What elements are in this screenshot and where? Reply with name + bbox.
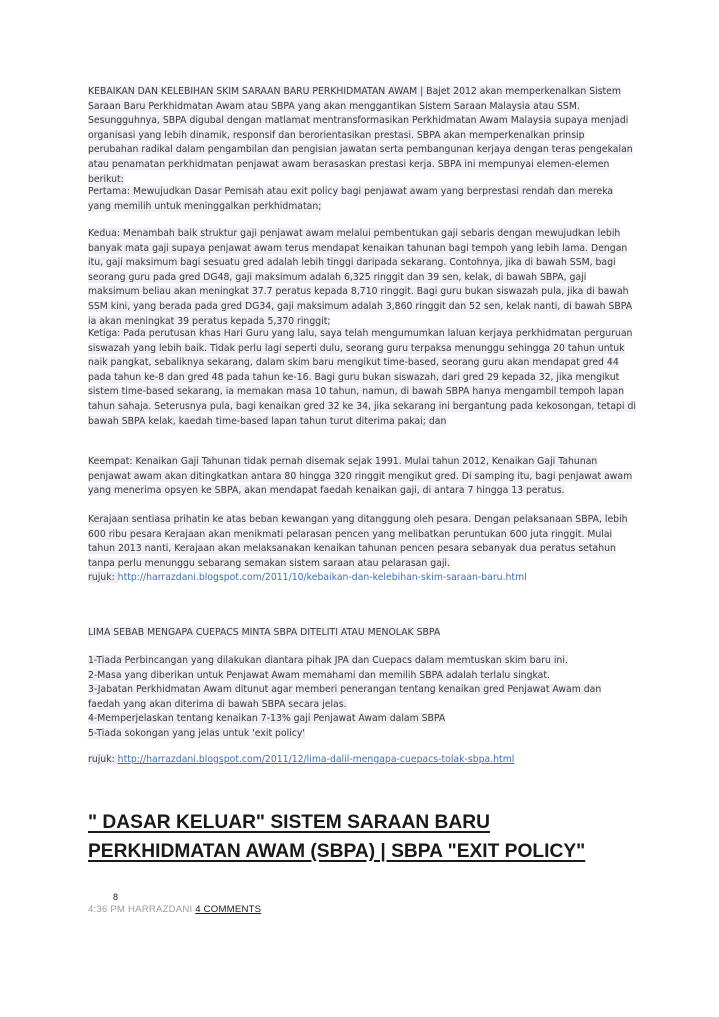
article-intro [88,85,636,187]
intro-paragraph: KEBAIKAN DAN KELEBIHAN SKIM SARAAN BARU PERKHIDMATAN AWAM | Bajet 2012 akan memperkenalkan Sistem Saraan Baru Perkhidmatan Awam atau SBPA yang akan menggantikan Sistem Saraan Malaysia atau SSM. Sesungguhnya, SBPA digubal dengan matlamat mentransformasikan Perkhidmatan Awam Malaysia supaya menjadi organisasi yang lebih dinamik, responsif dan berorientasikan prestasi. SBPA akan memperkenalkan prinsip perubahan radikal dalam pengambilan dan pengisian jawatan serta pembangunan kerjaya dengan teras pengekalan atau penamatan perkhidmatan penjawat awam berasaskan prestasi kerja. SBPA ini mempunyai elemen-elemen berikut: [88,86,633,185]
rujuk-link-kebaikan[interactable]: http://harrazdani.blogspot.com/2011/10/kebaikan-dan-kelebihan-skim-saraan-baru.html [117,572,527,584]
cuepacs-list [88,654,636,742]
pesara-section [88,513,636,586]
list-item: 5-Tiada sokongan yang jelas untuk 'exit policy' [88,727,305,739]
ketiga-paragraph: Ketiga: Pada perutusan khas Hari Guru yang lalu, saya telah mengumumkan laluan kerjaya perkhidmatan perguruan siswazah yang lebih baik. Tidak perlu lagi seperti dulu, seorang guru terpaksa menunggu sehingga 20 tahun untuk naik pangkat, sebaliknya sekarang, dalam skim baru mengikut time-based, seorang guru akan mendapat gred 44 pada tahun ke-8 dan gred 48 pada tahun ke-16. Bagi guru bukan siswazah, dari gred 29 kepada 32, jika mengikut sistem time-based sekarang, ia memakan masa 10 tahun, namun, di bawah SBPA hanya mengambil tempoh lapan tahun sahaja. Seterusnya pula, bagi kenaikan gred 32 ke 34, jika sekarang ini bergantung pada kekosongan, tetapi di bawah SBPA kelak, kaedah time-based lapan tahun turut diterima pakai; dan [88,328,636,427]
point-ketiga [88,327,636,429]
cuepacs-heading [88,626,636,641]
comments-link[interactable]: 4 COMMENTS [195,904,262,915]
post-title[interactable]: " DASAR KELUAR" SISTEM SARAAN BARU PERKHIDMATAN AWAM (SBPA) | SBPA "EXIT POLICY" [88,812,586,862]
point-kedua [88,227,636,329]
list-item: 3-Jabatan Perkhidmatan Awam ditunut agar memberi penerangan tentang kenaikan gred Penjawat Awam dan faedah yang akan diterima di bawah SBPA secara jelas. [88,684,602,710]
list-item: 2-Masa yang diberikan untuk Penjawat Awam memahami dan memilih SBPA adalah terlalu singkat. [88,669,550,681]
page-number: 8 [113,892,119,902]
rujuk-label: rujuk: [88,754,118,765]
kedua-paragraph: Kedua: Menambah baik struktur gaji penjawat awam melalui pembentukan gaji sebaris dengan mewujudkan lebih banyak mata gaji supaya penjawat awam terus mendapat kenaikan tahunan bagi tempoh yang lebih lama. Dengan itu, gaji maksimum bagi sesuatu gred adalah lebih tinggi daripada sekarang. Contohnya, jika di bawah SSM, bagi seorang guru pada gred DG48, gaji maksimum adalah 6,325 ringgit dan 39 sen, kelak, di bawah SBPA, gaji maksimum beliau akan meningkat 37.7 peratus kepada 8,710 ringgit. Bagi guru bukan siswazah pula, jika di bawah SSM kini, yang berada pada gred DG34, gaji maksimum adalah 3,860 ringgit dan 52 sen, kelak nanti, di bawah SBPA ia akan meningkat 39 peratus kepada 5,370 ringgit; [88,228,633,327]
cuepacs-reference [88,753,636,768]
post-time: 4:36 PM [88,904,126,915]
pertama-paragraph: Pertama: Mewujudkan Dasar Pemisah atau exit policy bagi penjawat awam yang berprestasi rendah dan mereka yang memilih untuk meninggalkan perkhidmatan; [88,186,614,212]
point-keempat [88,455,636,499]
keempat-paragraph: Keempat: Kenaikan Gaji Tahunan tidak pernah disemak sejak 1991. Mulai tahun 2012, Kenaikan Gaji Tahunan penjawat awam akan ditingkatkan antara 80 hingga 320 ringgit mengikut gred. Di samping itu, bagi penjawat awam yang menerima opsyen ke SBPA, akan mendapat faedah kenaikan gaji, di antara 7 hingga 13 peratus. [88,456,633,497]
post-author[interactable]: HARRAZDANI [128,904,193,915]
list-item: 1-Tiada Perbincangan yang dilakukan diantara pihak JPA dan Cuepacs dalam memtuskan skim baru ini. [88,655,568,666]
point-pertama [88,185,636,214]
pesara-paragraph: Kerajaan sentiasa prihatin ke atas beban kewangan yang ditanggung oleh pesara. Dengan pelaksanaan SBPA, lebih 600 ribu pesara Kerajaan akan menikmati pelarasan pencen yang melibatkan peruntukan 600 juta ringgit. Mulai tahun 2013 nanti, Kerajaan akan melaksanakan kenaikan tahunan pencen pesara sebanyak dua peratus setahun tanpa perlu menunggu sebarang semakan sistem saraan atau pelarasan gaji. [88,514,628,569]
cuepacs-title: LIMA SEBAB MENGAPA CUEPACS MINTA SBPA DITELITI ATAU MENOLAK SBPA [88,627,441,638]
post-meta [88,903,261,917]
rujuk-link-cuepacs[interactable]: http://harrazdani.blogspot.com/2011/12/lima-dalil-mengapa-cuepacs-tolak-sbpa.html [117,754,515,765]
rujuk-label: rujuk: [88,572,118,584]
list-item: 4-Memperjelaskan tentang kenaikan 7-13% gaji Penjawat Awam dalam SBPA [88,713,446,725]
